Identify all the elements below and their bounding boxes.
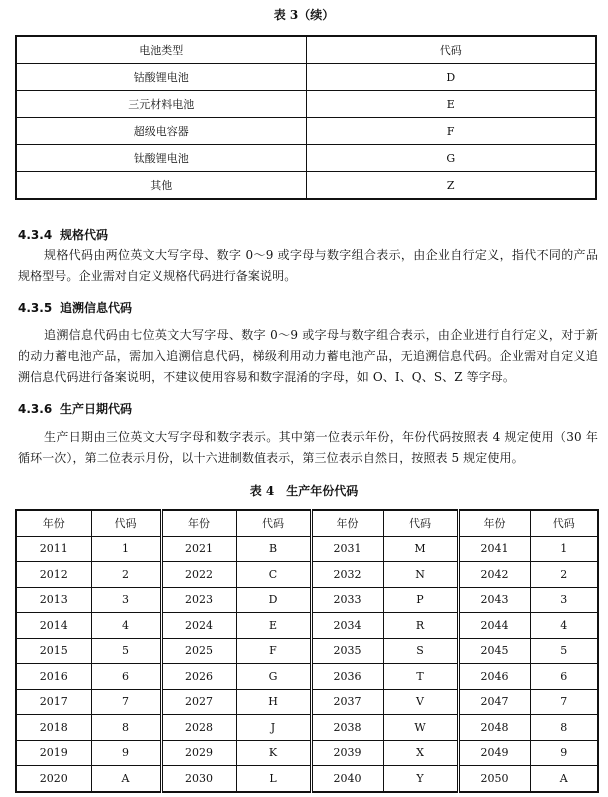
table-header-row [16, 36, 596, 64]
code-cell: W [383, 715, 458, 741]
year-cell: 2041 [458, 536, 530, 562]
code-cell: B [236, 536, 311, 562]
header-code: 代码 [383, 510, 458, 536]
year-cell: 2021 [161, 536, 236, 562]
section-paragraph: 追溯信息代码由七位英文大写字母、数字 0～9 或字母与数字组合表示，由企业进行自行定义，对于新的动力蓄电池产品，需加入追溯信息代码，梯级利用动力蓄电池产品，无追溯信息代码。企业需对自定义追溯信息代码进行备案说明，不建议使用容易和数字混淆的字母，如 O、I、Q、S、Z 等字母。 [18, 328, 598, 384]
code-cell: P [383, 587, 458, 613]
code-cell: 5 [91, 638, 161, 664]
year-cell: 2050 [458, 766, 530, 792]
code-cell: Y [383, 766, 458, 792]
year-cell: 2042 [458, 562, 530, 588]
code-cell: F [236, 638, 311, 664]
code-cell: 8 [530, 715, 598, 741]
year-cell: 2013 [16, 587, 91, 613]
header-code: 代码 [530, 510, 598, 536]
code-cell: F [306, 118, 596, 145]
table-row [16, 613, 598, 639]
year-cell: 2033 [311, 587, 383, 613]
code-cell: M [383, 536, 458, 562]
section-title: 规格代码 [60, 228, 109, 242]
code-cell: D [306, 64, 596, 91]
code-cell: G [236, 664, 311, 690]
year-cell: 2031 [311, 536, 383, 562]
header-year: 年份 [161, 510, 236, 536]
code-cell: N [383, 562, 458, 588]
code-cell: G [306, 145, 596, 172]
year-cell: 2028 [161, 715, 236, 741]
table-row [16, 740, 598, 766]
code-cell: 6 [91, 664, 161, 690]
code-cell: K [236, 740, 311, 766]
code-cell: 7 [91, 689, 161, 715]
year-cell: 2040 [311, 766, 383, 792]
year-cell: 2020 [16, 766, 91, 792]
year-cell: 2037 [311, 689, 383, 715]
table-row [16, 172, 596, 200]
year-cell: 2016 [16, 664, 91, 690]
section-number: 4.3.6 [18, 402, 53, 416]
section-number: 4.3.5 [18, 301, 53, 315]
header-year: 年份 [458, 510, 530, 536]
section-heading-4-3-4 [18, 227, 108, 243]
code-cell: H [236, 689, 311, 715]
year-cell: 2024 [161, 613, 236, 639]
code-cell: V [383, 689, 458, 715]
section-number: 4.3.4 [18, 228, 53, 242]
code-cell: 9 [91, 740, 161, 766]
code-cell: 2 [91, 562, 161, 588]
code-cell: D [236, 587, 311, 613]
code-cell: A [91, 766, 161, 792]
header-code: 代码 [236, 510, 311, 536]
year-cell: 2034 [311, 613, 383, 639]
year-cell: 2022 [161, 562, 236, 588]
code-cell: C [236, 562, 311, 588]
year-cell: 2015 [16, 638, 91, 664]
section-heading-4-3-5 [18, 300, 132, 316]
battery-type-cell: 钴酸锂电池 [16, 64, 306, 91]
header-year: 年份 [311, 510, 383, 536]
table3-caption: 表 3（续） [273, 8, 335, 22]
battery-type-cell: 钛酸锂电池 [16, 145, 306, 172]
section-title: 追溯信息代码 [60, 301, 133, 315]
year-cell: 2012 [16, 562, 91, 588]
table-row [16, 64, 596, 91]
year-cell: 2047 [458, 689, 530, 715]
year-cell: 2046 [458, 664, 530, 690]
table-row [16, 766, 598, 792]
year-cell: 2017 [16, 689, 91, 715]
battery-type-cell: 超级电容器 [16, 118, 306, 145]
code-cell: 5 [530, 638, 598, 664]
year-cell: 2038 [311, 715, 383, 741]
code-cell: L [236, 766, 311, 792]
year-cell: 2019 [16, 740, 91, 766]
year-cell: 2030 [161, 766, 236, 792]
header-code: 代码 [91, 510, 161, 536]
table-row [16, 91, 596, 118]
code-cell: 1 [530, 536, 598, 562]
year-cell: 2027 [161, 689, 236, 715]
code-cell: S [383, 638, 458, 664]
battery-type-cell: 其他 [16, 172, 306, 200]
code-cell: Z [306, 172, 596, 200]
table-row [16, 118, 596, 145]
code-cell: X [383, 740, 458, 766]
code-cell: 8 [91, 715, 161, 741]
year-cell: 2044 [458, 613, 530, 639]
code-cell: 6 [530, 664, 598, 690]
section-paragraph: 规格代码由两位英文大写字母、数字 0～9 或字母与数字组合表示，由企业自行定义，指代不同的产品规格型号。企业需对自定义规格代码进行备案说明。 [18, 248, 598, 283]
header-battery-type: 电池类型 [16, 36, 306, 64]
table-row [16, 145, 596, 172]
code-cell: 1 [91, 536, 161, 562]
year-cell: 2035 [311, 638, 383, 664]
year-cell: 2018 [16, 715, 91, 741]
year-cell: 2014 [16, 613, 91, 639]
table-row [16, 664, 598, 690]
table4-caption: 表 4 生产年份代码 [249, 484, 359, 498]
code-cell: T [383, 664, 458, 690]
year-cell: 2025 [161, 638, 236, 664]
battery-type-table [15, 35, 597, 200]
table-row [16, 587, 598, 613]
year-cell: 2039 [311, 740, 383, 766]
year-cell: 2023 [161, 587, 236, 613]
code-cell: 3 [530, 587, 598, 613]
year-cell: 2011 [16, 536, 91, 562]
year-cell: 2048 [458, 715, 530, 741]
year-cell: 2029 [161, 740, 236, 766]
code-cell: 4 [91, 613, 161, 639]
section-heading-4-3-6 [18, 401, 132, 417]
table-row [16, 562, 598, 588]
production-year-code-table [15, 509, 599, 793]
year-cell: 2049 [458, 740, 530, 766]
battery-type-cell: 三元材料电池 [16, 91, 306, 118]
year-cell: 2026 [161, 664, 236, 690]
code-cell: E [306, 91, 596, 118]
code-cell: E [236, 613, 311, 639]
table-row [16, 689, 598, 715]
table-row [16, 536, 598, 562]
code-cell: R [383, 613, 458, 639]
year-cell: 2043 [458, 587, 530, 613]
table-row [16, 638, 598, 664]
code-cell: 3 [91, 587, 161, 613]
code-cell: 2 [530, 562, 598, 588]
header-code: 代码 [306, 36, 596, 64]
code-cell: A [530, 766, 598, 792]
code-cell: 9 [530, 740, 598, 766]
year-cell: 2045 [458, 638, 530, 664]
year-cell: 2032 [311, 562, 383, 588]
code-cell: 7 [530, 689, 598, 715]
section-paragraph: 生产日期由三位英文大写字母和数字表示。其中第一位表示年份，年份代码按照表 4 规定使用（30 年循环一次），第二位表示月份，以十六进制数值表示，第三位表示自然日，按照表 5 规定使用。 [18, 430, 598, 465]
code-cell: 4 [530, 613, 598, 639]
table-header-row [16, 510, 598, 536]
table-row [16, 715, 598, 741]
year-cell: 2036 [311, 664, 383, 690]
section-title: 生产日期代码 [60, 402, 133, 416]
code-cell: J [236, 715, 311, 741]
header-year: 年份 [16, 510, 91, 536]
